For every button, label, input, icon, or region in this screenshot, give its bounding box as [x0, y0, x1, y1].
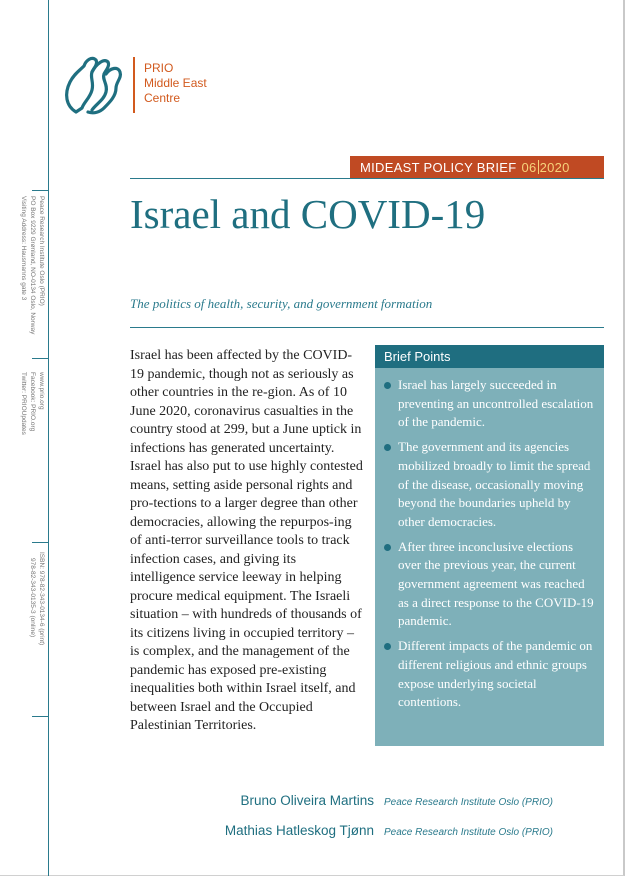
address-line: Peace Research Institute Oslo (PRIO) [38, 196, 45, 306]
body-paragraph: Israel has been affected by the COVID-19 pandemic, though not as seriously as other countries in the re-gion. As of 10 June 2020, coronavirus casualties in the country stood at 299, but a June uptick in infections has generated uncertainty. Israel has also put to use highly contested means, setting aside personal rights and pro-tections to a larger degree than other democracies, allowing the repurpos-ing of anti-terror surveillance tools to track infection cases, and giving its intelligence service leeway in helping procure medical equipment. The Israeli situation – with hundreds of thousands of its citizens living in occupied territory – is complex, and the management of the pandemic has exposed pre-existing inequalities both within Israel itself, and between Israel and the Occupied Palestinian Territories. [130, 348, 363, 733]
brief-points-heading: Brief Points [375, 345, 604, 368]
page-subtitle: The politics of health, security, and government formation [130, 296, 433, 311]
bullet-icon [384, 544, 391, 551]
issue-year: 2020 [539, 159, 570, 175]
logo-line: Centre [144, 91, 181, 105]
author-institution: Peace Research Institute Oslo (PRIO) [384, 797, 553, 808]
address-line: PO Box 9229 Grønland, NO-0134 Oslo, Norway [29, 196, 36, 335]
list-item [384, 538, 596, 632]
sidebar-tick [32, 716, 49, 717]
banner-rule [130, 178, 604, 179]
isbn-print: ISBN: 978-82-343-0134-6 (print) [38, 552, 45, 646]
brief-point-text: After three inconclusive elections over the previous year, the current government agreement was reached as a direct response to the COVID-19 pandemic. [398, 538, 594, 629]
body-text [130, 347, 363, 736]
banner-separator [538, 160, 539, 174]
bullet-icon [384, 643, 391, 650]
author-name: Bruno Oliveira Martins [240, 793, 374, 808]
series-banner [350, 156, 604, 178]
sidebar-address [19, 196, 46, 334]
prio-figures-logo-icon [62, 52, 124, 116]
sidebar-tick [32, 358, 49, 359]
author-row [150, 793, 570, 823]
logo-text [144, 61, 207, 106]
logo-divider [133, 57, 135, 113]
sidebar-isbn [28, 552, 46, 645]
address-line: Visiting Address: Hausmanns gate 3 [20, 196, 27, 301]
page-title: Israel and COVID-19 [130, 191, 486, 237]
sidebar-web [19, 372, 46, 435]
list-item [384, 376, 596, 432]
isbn-online: 978-82-343-0135-3 (online) [29, 558, 36, 638]
logo-line: PRIO [144, 61, 174, 75]
facebook-link[interactable]: Facebook: PRIO.org [29, 372, 36, 432]
logo-line: Middle East [144, 76, 207, 90]
sidebar-tick [32, 542, 49, 543]
sidebar-tick [32, 190, 49, 191]
list-item [384, 438, 596, 532]
bullet-icon [384, 382, 391, 389]
sidebar-rule [48, 0, 49, 876]
author-row [150, 823, 570, 853]
brief-points-box [375, 345, 604, 746]
website-link[interactable]: www.prio.org [38, 372, 45, 410]
list-item [384, 637, 596, 712]
brief-point-text: The government and its agencies mobilized broadly to limit the spread of the disease, occasionally moving beyond the boundaries upheld by other democracies. [398, 439, 591, 529]
subtitle-rule [130, 327, 604, 328]
series-label: MIDEAST POLICY BRIEF [360, 159, 517, 175]
brief-point-text: Different impacts of the pandemic on different religious and ethnic groups expose underlying societal contentions. [398, 638, 593, 710]
authors [150, 793, 570, 853]
author-name: Mathias Hatleskog Tjønn [224, 823, 374, 838]
brief-point-text: Israel has largely succeeded in preventing an uncontrolled escalation of the pandemic. [398, 377, 594, 430]
author-institution: Peace Research Institute Oslo (PRIO) [384, 827, 553, 838]
twitter-link[interactable]: Twitter: PRIOUpdates [20, 372, 27, 435]
brief-points-list [375, 368, 604, 712]
bullet-icon [384, 444, 391, 451]
issue-number: 06 [521, 159, 537, 175]
